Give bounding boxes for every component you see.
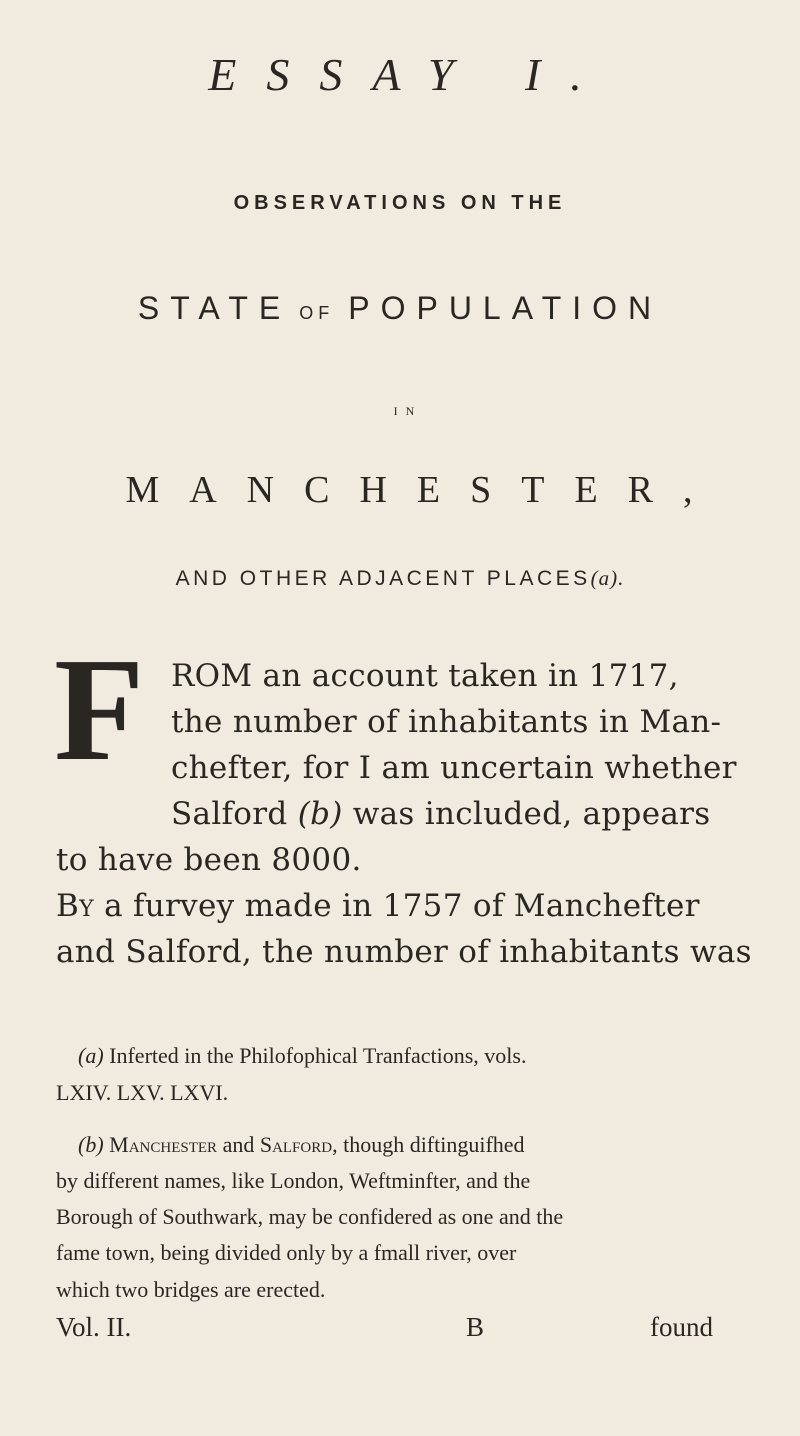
footnote-b-line-4: fame town, being divided only by a fmall river, over xyxy=(56,1240,517,1265)
volume-label: Vol. II. xyxy=(56,1312,132,1342)
population-word: POPULATION xyxy=(348,290,663,326)
manchester-heading: MANCHESTER, xyxy=(125,469,723,511)
footnote-b-line-1 xyxy=(78,1132,525,1158)
footnote-b-line-5: which two bridges are erected. xyxy=(56,1277,326,1302)
drop-cap: F xyxy=(54,628,145,792)
footnote-b-and: and xyxy=(217,1132,260,1157)
body-line-6-rest: a furvey made in 1757 of Manchefter xyxy=(104,888,700,924)
footnote-a-mark: (a) xyxy=(78,1043,104,1068)
footnote-b-salford: Salford xyxy=(259,1132,333,1157)
essay-title: ESSAY I. xyxy=(208,49,612,100)
footnote-ref-b: (b) xyxy=(297,796,343,832)
footnote-b-mark: (b) xyxy=(78,1132,104,1157)
adjacent-text: AND OTHER ADJACENT PLACES xyxy=(175,567,591,590)
body-line-4-rest: was included, appears xyxy=(342,796,711,832)
adjacent-places-heading xyxy=(0,566,800,591)
body-line-3: chefter, for I am uncertain whether xyxy=(171,750,737,786)
in-word: IN xyxy=(393,404,423,418)
catchword: found xyxy=(650,1312,713,1342)
body-line-5: to have been 8000. xyxy=(56,842,362,878)
footnote-a-text: Inferted in the Philofophical Tranfactions, vols. xyxy=(103,1043,527,1068)
body-line-7: and Salford, the number of inhabitants was xyxy=(56,934,752,970)
state-of-population-heading xyxy=(0,290,800,327)
by-word: By xyxy=(56,888,94,924)
body-line-6 xyxy=(56,888,700,924)
salford-word: Salford xyxy=(171,796,298,832)
footnote-a-line-1 xyxy=(78,1043,526,1069)
footnote-ref-a: (a). xyxy=(590,566,625,590)
footnote-b-line-1-rest: , though diftinguifhed xyxy=(332,1132,525,1157)
signature-mark: B xyxy=(466,1312,485,1342)
body-line-1: ROM an account taken in 1717, xyxy=(171,658,679,694)
state-word: STATE xyxy=(137,290,292,326)
body-line-4 xyxy=(171,796,710,832)
footnote-b-line-3: Borough of Southwark, may be confidered as one and the xyxy=(56,1204,564,1229)
of-word: OF xyxy=(299,303,335,323)
footnote-a-line-2: LXIV. LXV. LXVI. xyxy=(56,1080,229,1105)
footnote-b-line-2: by different names, like London, Weftminfter, and the xyxy=(56,1168,531,1193)
footnote-b-manchester: Manchester xyxy=(109,1132,218,1157)
body-line-2: the number of inhabitants in Man- xyxy=(171,704,722,740)
observations-heading: OBSERVATIONS ON THE xyxy=(233,192,567,214)
